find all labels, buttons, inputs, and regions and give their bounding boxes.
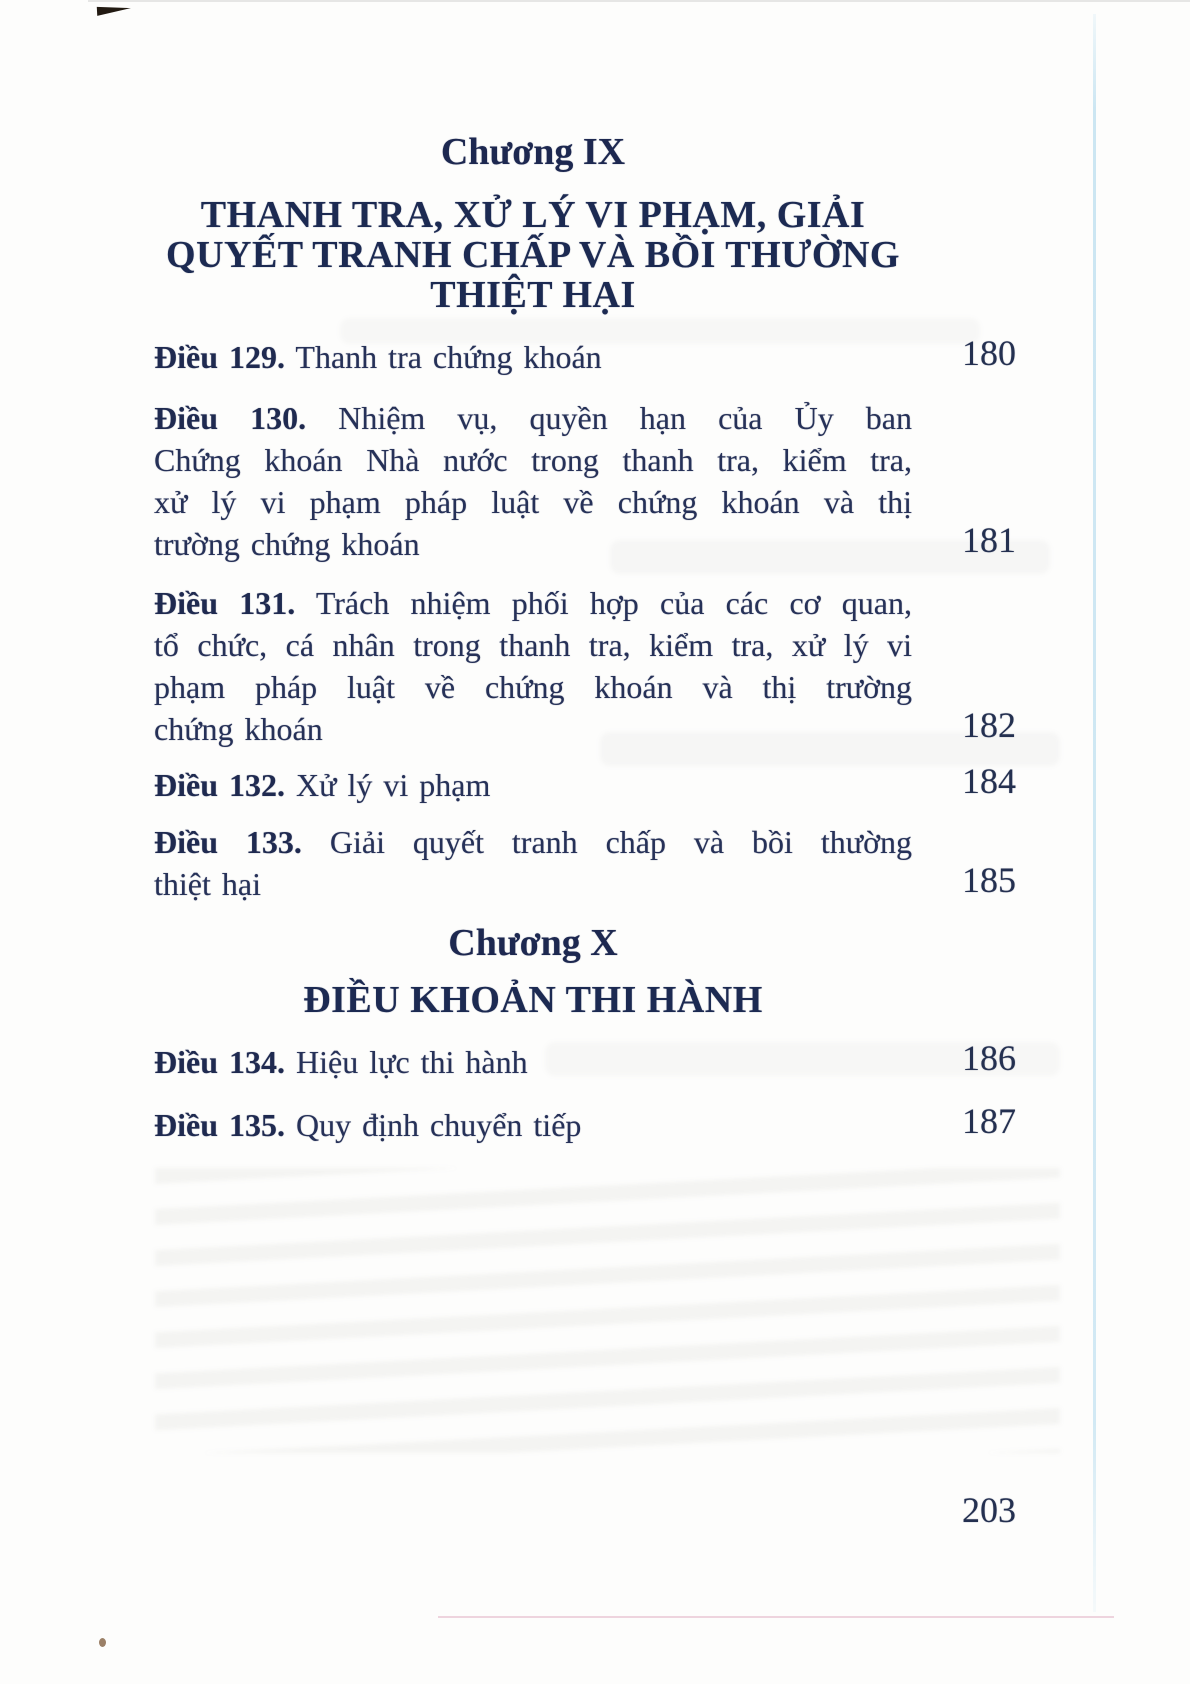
toc-entry-line [154,1104,912,1146]
chapter-9-title [154,195,912,315]
toc-entry-line [154,821,912,863]
scan-artifact-pink-line [438,1616,1114,1618]
toc-page-number: 181 [962,520,1016,560]
toc-entry-line: tổ chức, cá nhân trong thanh tra, kiểm tra, xử lý vi [154,627,912,663]
toc-entry-label: Điều 135. [154,1107,285,1143]
toc-entry-dieu-134 [154,1038,1016,1083]
table-of-contents [154,0,1016,1146]
toc-entry-line-text: Xử lý vi phạm [285,767,491,803]
chapter-title-line: QUYẾT TRANH CHẤP VÀ BỒI THƯỜNG [166,234,900,276]
chapter-9-heading: Chương IX [440,131,626,173]
chapter-title-line: THIỆT HẠI [430,274,636,316]
toc-entry-label: Điều 131. [154,585,296,621]
toc-entry-text [154,582,912,750]
toc-entry-line [154,764,912,806]
toc-entry-label: Điều 133. [154,824,302,860]
toc-entry-line [154,582,912,624]
toc-entry-text [154,336,912,378]
toc-page-number: 185 [962,860,1016,900]
chapter-10-title [154,980,912,1020]
toc-entry-line: thiệt hại [154,866,261,902]
toc-entry-text [154,764,912,806]
toc-entry-text [154,1041,912,1083]
toc-entry-line-text: Thanh tra chứng khoán [285,339,602,375]
toc-entry-line: trường chứng khoán [154,526,420,562]
toc-entry-line: phạm pháp luật về chứng khoán và thị trường [154,669,912,705]
toc-entry-label: Điều 130. [154,400,307,436]
toc-entry-line-text: Quy định chuyển tiếp [285,1107,582,1143]
toc-page-number: 187 [962,1101,1016,1141]
page-number: 203 [962,1490,1016,1530]
toc-entry-text [154,1104,912,1146]
toc-entry-line-text: Giải quyết tranh chấp và bồi thường [301,824,913,860]
toc-entry-line [154,397,912,439]
chapter-10-heading: Chương X [448,922,618,964]
toc-entry-dieu-131 [154,582,1016,750]
toc-entry-label: Điều 129. [154,339,285,375]
toc-page-number: 184 [962,761,1016,801]
toc-entry-line: Chứng khoán Nhà nước trong thanh tra, kiểm tra, [154,442,912,478]
toc-entry-line-text: Trách nhiệm phối hợp của các cơ quan, [295,585,913,621]
toc-entry-line [154,336,912,378]
toc-entry-text [154,397,912,565]
toc-entry-line: xử lý vi phạm pháp luật về chứng khoán và thị [154,484,912,520]
toc-page-number: 180 [962,333,1016,373]
scan-artifact-blue-line [1093,14,1096,1612]
toc-entry-label: Điều 132. [154,767,285,803]
toc-entry-dieu-129 [154,333,1016,378]
toc-entry-line: chứng khoán [154,711,323,747]
toc-page-number: 182 [962,705,1016,745]
toc-entry-dieu-135 [154,1101,1016,1146]
toc-entry-text [154,821,912,905]
toc-entry-line-text: Nhiệm vụ, quyền hạn của Ủy ban [306,400,913,436]
toc-entry-line [154,1041,912,1083]
toc-entry-dieu-133 [154,821,1016,905]
toc-entry-dieu-130 [154,397,1016,565]
bleedthrough-smudge [155,1168,1060,1453]
toc-entry-dieu-132 [154,761,1016,806]
chapter-title-line: ĐIỀU KHOẢN THI HÀNH [303,979,763,1021]
toc-page-number: 186 [962,1038,1016,1078]
scan-artifact-wedge [97,5,131,16]
scan-artifact-dot [99,1638,106,1647]
chapter-title-line: THANH TRA, XỬ LÝ VI PHẠM, GIẢI [200,194,866,236]
toc-entry-label: Điều 134. [154,1044,285,1080]
toc-entry-line-text: Hiệu lực thi hành [285,1044,528,1080]
